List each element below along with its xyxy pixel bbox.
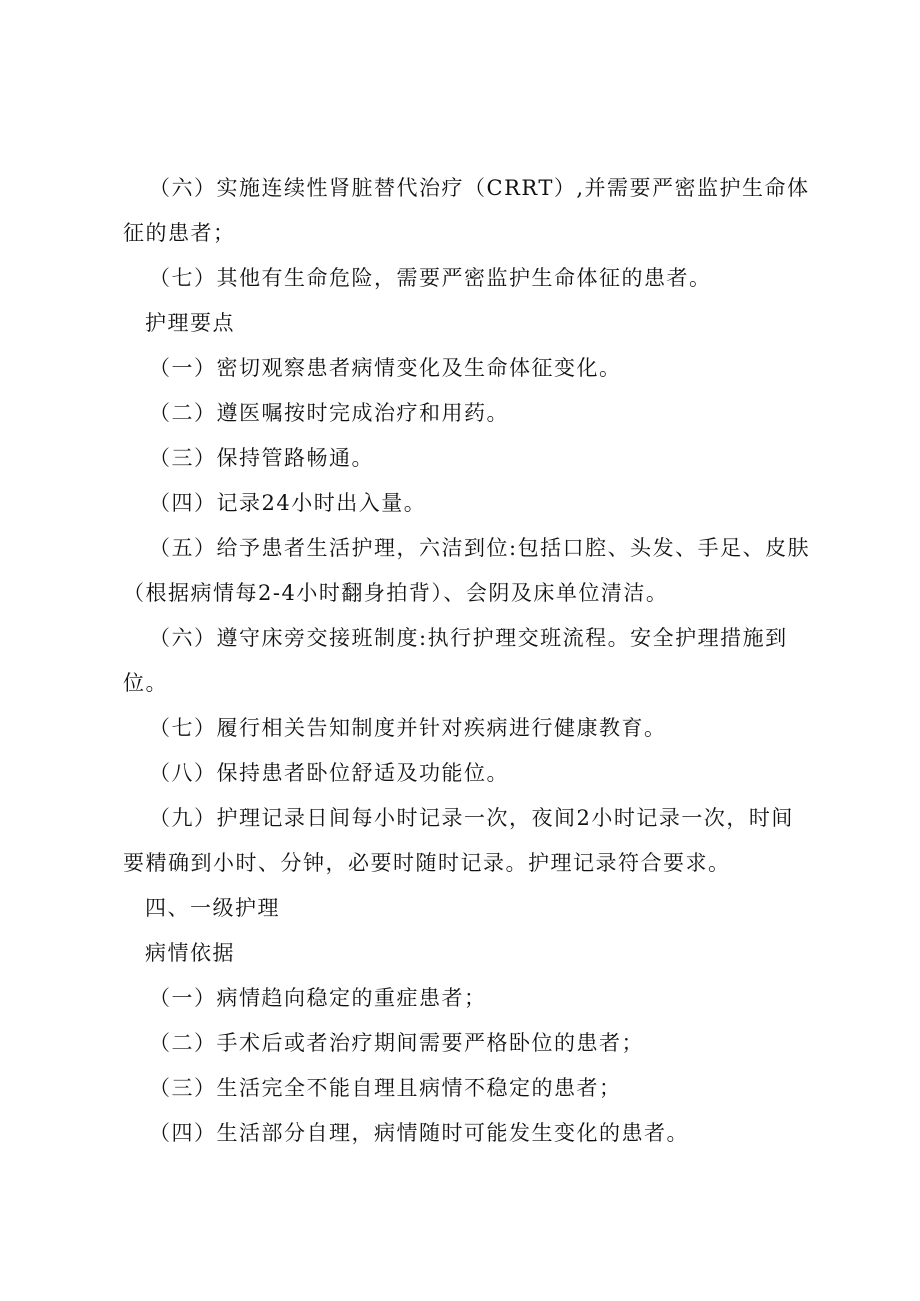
condition-basis-1: （一）病情趋向稳定的重症患者； (149, 986, 487, 1010)
nursing-point-6: （六）遵守床旁交接班制度:执行护理交班流程。安全护理措施到位。 (123, 626, 788, 695)
section-heading-level-one-care: 四、一级护理 (145, 896, 280, 920)
nursing-point-4: （四）记录24小时出入量。 (149, 491, 427, 515)
nursing-point-7: （七）履行相关告知制度并针对疾病进行健康教育。 (149, 716, 667, 740)
paragraph-item-6-crrt: （六）实施连续性肾脏替代治疗（CRRT）,并需要严密监护生命体征的患者； (123, 176, 810, 245)
subheading-condition-basis: 病情依据 (145, 941, 235, 965)
condition-basis-4: （四）生活部分自理，病情随时可能发生变化的患者。 (149, 1121, 689, 1145)
nursing-point-9: （九）护理记录日间每小时记录一次，夜间2小时记录一次，时间要精确到小时、分钟，必要时随时记录。护理记录符合要求。 (123, 806, 794, 875)
nursing-point-8: （八）保持患者卧位舒适及功能位。 (149, 761, 509, 785)
section-heading-nursing-points: 护理要点 (145, 311, 235, 335)
document-body (123, 166, 813, 1156)
paragraph-item-7-life-danger: （七）其他有生命危险，需要严密监护生命体征的患者。 (149, 266, 712, 290)
nursing-point-2: （二）遵医嘱按时完成治疗和用药。 (149, 401, 509, 425)
nursing-point-5: （五）给予患者生活护理，六洁到位:包括口腔、头发、手足、皮肤（根据病情每2-4小时翻身拍背）、会阴及床单位清洁。 (123, 536, 811, 605)
nursing-point-3: （三）保持管路畅通。 (149, 446, 374, 470)
nursing-point-1: （一）密切观察患者病情变化及生命体征变化。 (149, 356, 622, 380)
condition-basis-2: （二）手术后或者治疗期间需要严格卧位的患者； (149, 1031, 644, 1055)
condition-basis-3: （三）生活完全不能自理且病情不稳定的患者； (149, 1076, 622, 1100)
